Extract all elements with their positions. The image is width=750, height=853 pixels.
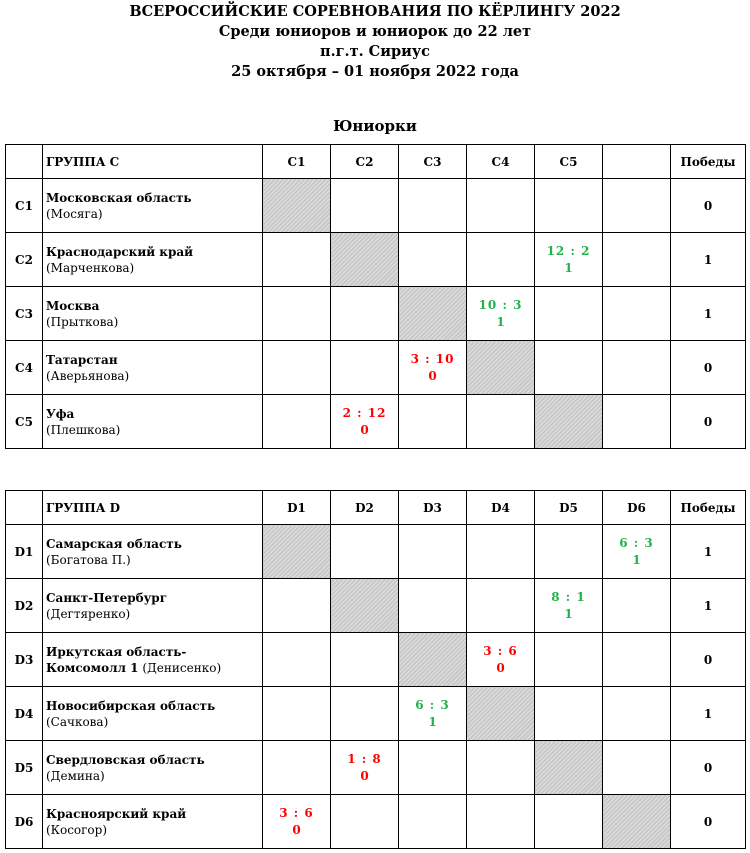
match-result (467, 287, 535, 341)
diagonal-cell (331, 579, 399, 633)
empty-cell (535, 687, 603, 741)
column-header: C5 (535, 145, 603, 179)
empty-cell (331, 633, 399, 687)
team-code: C4 (6, 341, 43, 395)
team-skip: (Косогор) (46, 822, 108, 837)
column-header: D1 (263, 491, 331, 525)
wins-value: 0 (671, 179, 746, 233)
empty-cell (603, 579, 671, 633)
empty-cell (535, 525, 603, 579)
empty-cell (331, 525, 399, 579)
corner-cell (6, 491, 43, 525)
team-name: Свердловская область (46, 752, 205, 767)
team-cell (43, 287, 263, 341)
empty-cell (263, 579, 331, 633)
match-result (535, 233, 603, 287)
team-cell (43, 395, 263, 449)
diagonal-cell (467, 341, 535, 395)
empty-cell (399, 179, 467, 233)
match-points: 1 (564, 260, 573, 275)
match-score: 8 : 1 (551, 589, 586, 604)
wins-value: 0 (671, 795, 746, 849)
match-score: 6 : 3 (415, 697, 450, 712)
match-points: 1 (428, 714, 437, 729)
match-score: 3 : 6 (483, 643, 518, 658)
match-points: 1 (632, 552, 641, 567)
wins-value: 0 (671, 633, 746, 687)
empty-cell (603, 741, 671, 795)
column-header: D4 (467, 491, 535, 525)
match-score: 3 : 10 (410, 351, 455, 366)
empty-cell (603, 395, 671, 449)
team-cell (43, 233, 263, 287)
table-row (6, 633, 746, 687)
column-header: C1 (263, 145, 331, 179)
empty-cell (331, 795, 399, 849)
table-row (6, 341, 746, 395)
empty-cell (603, 179, 671, 233)
empty-cell (263, 395, 331, 449)
empty-cell (467, 525, 535, 579)
wins-value: 1 (671, 525, 746, 579)
table-row (6, 179, 746, 233)
team-cell (43, 179, 263, 233)
section-title: Юниорки (333, 117, 417, 135)
match-score: 1 : 8 (347, 751, 382, 766)
empty-cell (331, 687, 399, 741)
match-points: 0 (428, 368, 437, 383)
empty-cell (331, 179, 399, 233)
team-cell (43, 341, 263, 395)
team-skip: (Демина) (46, 768, 105, 783)
empty-cell (467, 179, 535, 233)
empty-cell (603, 687, 671, 741)
match-points: 0 (496, 660, 505, 675)
team-code: C5 (6, 395, 43, 449)
table-row (6, 287, 746, 341)
wins-value: 0 (671, 341, 746, 395)
empty-cell (263, 341, 331, 395)
match-result (331, 741, 399, 795)
group-d-table (5, 490, 746, 849)
team-code: D5 (6, 741, 43, 795)
table-row (6, 687, 746, 741)
match-result (603, 525, 671, 579)
group-title: ГРУППА С (43, 145, 263, 179)
event-subtitle: Среди юниоров и юниорок до 22 лет (218, 23, 532, 40)
team-cell (43, 525, 263, 579)
diagonal-cell (603, 795, 671, 849)
event-dates: 25 октября – 01 ноября 2022 года (231, 63, 519, 80)
column-header: C2 (331, 145, 399, 179)
column-header: C4 (467, 145, 535, 179)
match-score: 10 : 3 (478, 297, 523, 312)
team-name: Татарстан (46, 352, 118, 367)
empty-cell (331, 287, 399, 341)
team-cell (43, 741, 263, 795)
team-cell (43, 795, 263, 849)
table-row (6, 395, 746, 449)
table-row (6, 525, 746, 579)
team-code: D1 (6, 525, 43, 579)
team-code: D3 (6, 633, 43, 687)
empty-cell (467, 395, 535, 449)
match-points: 1 (564, 606, 573, 621)
header-row (6, 491, 746, 525)
table-row (6, 795, 746, 849)
match-points: 0 (292, 822, 301, 837)
match-points: 0 (360, 422, 369, 437)
wins-header: Победы (671, 491, 746, 525)
empty-cell (399, 525, 467, 579)
wins-value: 1 (671, 287, 746, 341)
team-name: Московская область (46, 190, 192, 205)
team-skip: (Мосяга) (46, 206, 103, 221)
empty-cell (467, 579, 535, 633)
match-result (331, 395, 399, 449)
event-location: п.г.т. Сириус (320, 43, 430, 60)
diagonal-cell (331, 233, 399, 287)
team-skip: (Аверьянова) (46, 368, 130, 383)
empty-cell (399, 795, 467, 849)
team-name: Иркутская область- (46, 644, 187, 659)
empty-cell (535, 287, 603, 341)
empty-cell (535, 179, 603, 233)
match-result (399, 341, 467, 395)
team-skip: (Прыткова) (46, 314, 119, 329)
team-skip: (Сачкова) (46, 714, 109, 729)
empty-cell (399, 741, 467, 795)
team-code: C1 (6, 179, 43, 233)
team-name-continued: Комсомолл 1 (46, 660, 139, 675)
empty-cell (263, 287, 331, 341)
empty-cell (535, 341, 603, 395)
team-name: Уфа (46, 406, 75, 421)
column-header: C3 (399, 145, 467, 179)
empty-cell (331, 341, 399, 395)
wins-header: Победы (671, 145, 746, 179)
table-row (6, 579, 746, 633)
team-name: Красноярский край (46, 806, 187, 821)
empty-cell (535, 633, 603, 687)
team-name: Новосибирская область (46, 698, 216, 713)
team-name: Санкт-Петербург (46, 590, 168, 605)
match-score: 12 : 2 (546, 243, 591, 258)
empty-cell (263, 233, 331, 287)
empty-cell (603, 233, 671, 287)
empty-cell (263, 687, 331, 741)
wins-value: 1 (671, 687, 746, 741)
team-code: D4 (6, 687, 43, 741)
match-result (467, 633, 535, 687)
table-row (6, 233, 746, 287)
empty-cell (263, 633, 331, 687)
match-score: 6 : 3 (619, 535, 654, 550)
empty-cell (603, 287, 671, 341)
wins-value: 1 (671, 233, 746, 287)
empty-cell (467, 741, 535, 795)
empty-cell (603, 633, 671, 687)
empty-cell (535, 795, 603, 849)
diagonal-cell (263, 525, 331, 579)
team-name: Самарская область (46, 536, 182, 551)
column-header (603, 145, 671, 179)
match-score: 2 : 12 (342, 405, 387, 420)
empty-cell (399, 395, 467, 449)
match-result (263, 795, 331, 849)
match-result (535, 579, 603, 633)
team-skip: (Дегтяренко) (46, 606, 131, 621)
match-points: 1 (496, 314, 505, 329)
diagonal-cell (535, 741, 603, 795)
team-code: D2 (6, 579, 43, 633)
team-name: Краснодарский край (46, 244, 194, 259)
empty-cell (603, 341, 671, 395)
match-points: 0 (360, 768, 369, 783)
table-row (6, 741, 746, 795)
empty-cell (263, 741, 331, 795)
column-header: D6 (603, 491, 671, 525)
diagonal-cell (535, 395, 603, 449)
wins-value: 0 (671, 395, 746, 449)
empty-cell (467, 233, 535, 287)
team-code: D6 (6, 795, 43, 849)
team-skip: (Богатова П.) (46, 552, 131, 567)
match-score: 3 : 6 (279, 805, 314, 820)
team-name: Москва (46, 298, 100, 313)
team-cell (43, 633, 263, 687)
match-result (399, 687, 467, 741)
group-c-table (5, 144, 746, 449)
diagonal-cell (399, 287, 467, 341)
team-skip: (Марченкова) (46, 260, 135, 275)
team-code: C3 (6, 287, 43, 341)
empty-cell (399, 233, 467, 287)
document-header (0, 2, 750, 82)
diagonal-cell (263, 179, 331, 233)
team-cell (43, 687, 263, 741)
wins-value: 0 (671, 741, 746, 795)
team-skip: (Денисенко) (142, 660, 222, 675)
column-header: D3 (399, 491, 467, 525)
column-header: D5 (535, 491, 603, 525)
diagonal-cell (399, 633, 467, 687)
column-header: D2 (331, 491, 399, 525)
diagonal-cell (467, 687, 535, 741)
header-row (6, 145, 746, 179)
empty-cell (467, 795, 535, 849)
group-title: ГРУППА D (43, 491, 263, 525)
event-title: ВСЕРОССИЙСКИЕ СОРЕВНОВАНИЯ ПО КЁРЛИНГУ 2022 (129, 3, 621, 20)
team-skip: (Плешкова) (46, 422, 121, 437)
empty-cell (399, 579, 467, 633)
corner-cell (6, 145, 43, 179)
team-cell (43, 579, 263, 633)
wins-value: 1 (671, 579, 746, 633)
team-code: C2 (6, 233, 43, 287)
